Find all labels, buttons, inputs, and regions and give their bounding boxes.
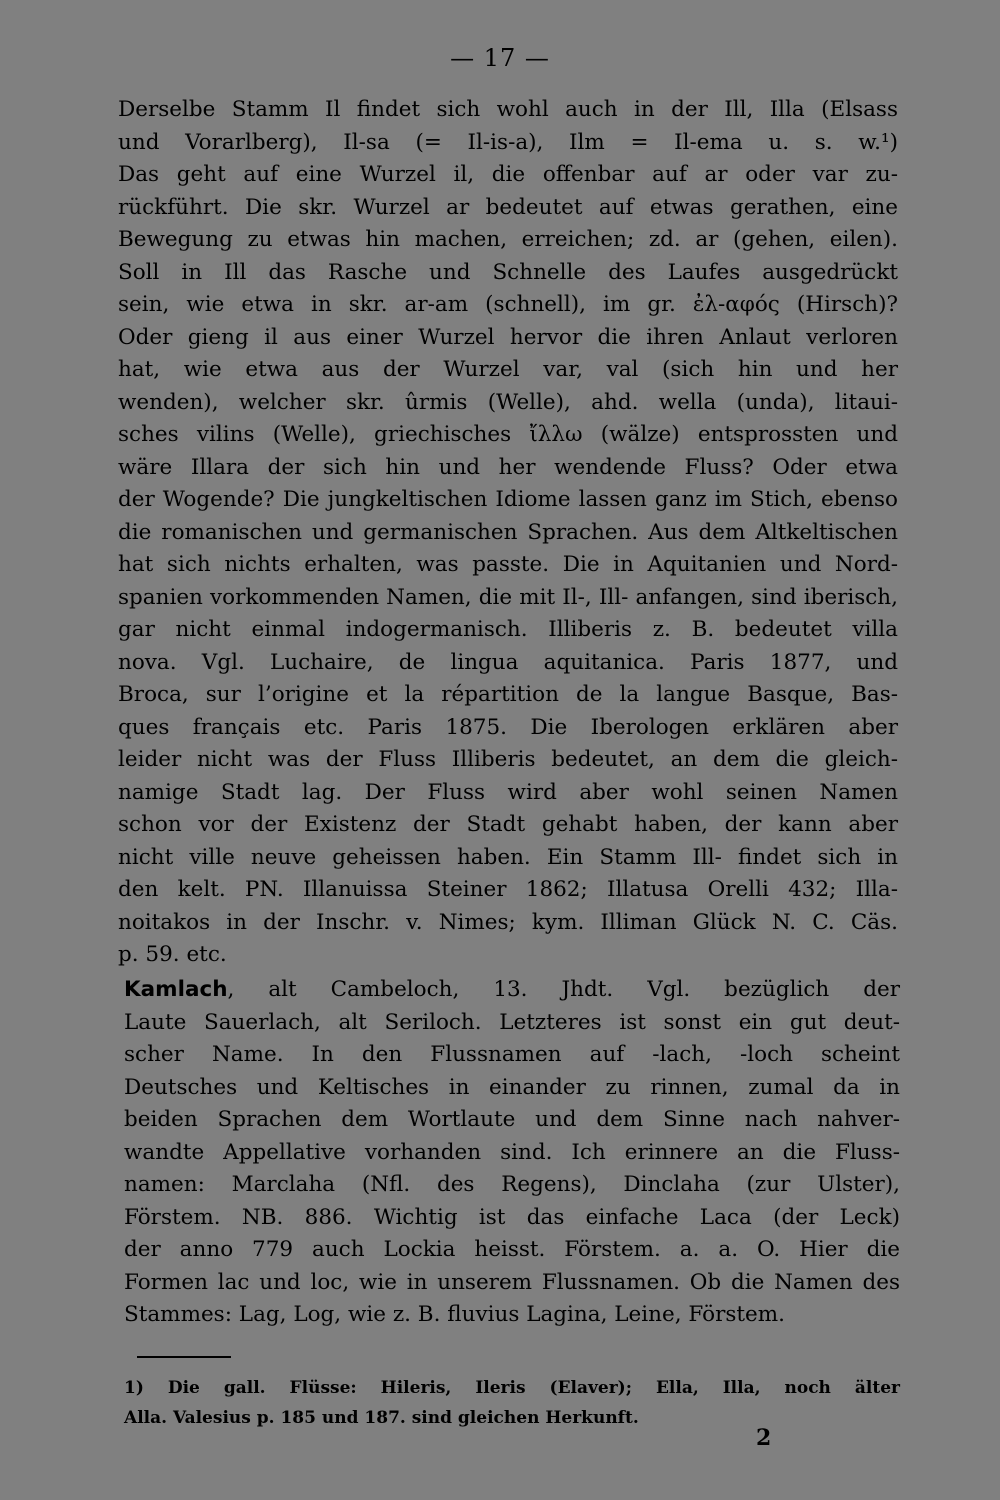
illara-text-line: wäre Illara der sich hin und her wendende Fluss? Oder etwa <box>118 454 898 480</box>
illara-text-line: nicht ville neuve geheissen haben. Ein Stamm Ill- findet sich in <box>118 844 898 870</box>
kamlach-text-line: namen: Marclaha (Nfl. des Regens), Dinclaha (zur Ulster), <box>124 1172 900 1197</box>
illara-text-line: den kelt. PN. Illanuissa Steiner 1862; Illatusa Orelli 432; Illa- <box>118 877 898 902</box>
illara-text-line: der Wogende? Die jungkeltischen Idiome lassen ganz im Stich, ebenso <box>118 487 898 512</box>
kamlach-text-line: Deutsches und Keltisches in einander zu rinnen, zumal da in <box>124 1074 900 1100</box>
kamlach-text-line: Stammes: Lag, Log, wie z. B. fluvius Lagina, Leine, Förstem. <box>124 1302 785 1327</box>
illara-text-line: noitakos in der Inschr. v. Nimes; kym. Illiman Glück N. C. Cäs. <box>118 909 898 935</box>
footnote-line-2: Alla. Valesius p. 185 und 187. sind gleichen Herkunft. <box>124 1408 639 1428</box>
illara-text-line: und Vorarlberg), Il-sa (= Il-is-a), Ilm = Il-ema u. s. w.¹) <box>118 129 898 155</box>
kamlach-text-line: Laute Sauerlach, alt Seriloch. Letzteres ist sonst ein gut deut- <box>124 1009 900 1035</box>
footnote-rule <box>137 1356 231 1358</box>
paragraph-kamlach <box>124 974 900 1332</box>
illara-text-line: nova. Vgl. Luchaire, de lingua aquitanica. Paris 1877, und <box>118 649 898 675</box>
kamlach-first-line-rest: , alt Cambeloch, 13. Jhdt. Vgl. bezüglich der <box>227 977 900 1002</box>
illara-text-line: spanien vorkommenden Namen, die mit Il-, Ill- anfangen, sind iberisch, <box>118 584 898 610</box>
illara-text-line: sein, wie etwa in skr. ar-am (schnell), im gr. ἐλ-αφός (Hirsch)? <box>118 292 898 317</box>
kamlach-text-line: Förstem. NB. 886. Wichtig ist das einfache Laca (der Leck) <box>124 1204 900 1230</box>
illara-text-line: p. 59. etc. <box>118 942 227 967</box>
illara-text-line: rückführt. Die skr. Wurzel ar bedeutet auf etwas gerathen, eine <box>118 194 898 220</box>
illara-text-line: sches vilins (Welle), griechisches ἴλλω (wälze) entsprossten und <box>118 422 898 447</box>
kamlach-text-line: beiden Sprachen dem Wortlaute und dem Sinne nach nahver- <box>124 1107 900 1132</box>
illara-text-line: Oder gieng il aus einer Wurzel hervor die ihren Anlaut verloren <box>118 324 898 350</box>
kamlach-text-line: Formen lac und loc, wie in unserem Flussnamen. Ob die Namen des <box>124 1269 900 1295</box>
illara-text-line: ques français etc. Paris 1875. Die Iberologen erklären aber <box>118 714 898 740</box>
illara-text-line: Derselbe Stamm Il findet sich wohl auch in der Ill, Illa (Elsass <box>118 97 898 122</box>
kamlach-first-line <box>124 974 900 1007</box>
footnote <box>124 1373 900 1433</box>
kamlach-text-line: scher Name. In den Flussnamen auf -lach, -loch scheint <box>124 1042 900 1067</box>
illara-text-line: die romanischen und germanischen Sprachen. Aus dem Altkeltischen <box>118 519 898 545</box>
footnote-line-1: 1) Die gall. Flüsse: Hileris, Ileris (Elaver); Ella, Illa, noch älter <box>124 1378 900 1398</box>
page-number: — 17 — <box>450 44 550 72</box>
illara-text-line: Broca, sur l’origine et la répartition de la langue Basque, Bas- <box>118 682 898 707</box>
kamlach-text-line: wandte Appellative vorhanden sind. Ich erinnere an die Fluss- <box>124 1139 900 1165</box>
headword-kamlach: Kamlach <box>124 977 228 1002</box>
illara-text-line: Bewegung zu etwas hin machen, erreichen; zd. ar (gehen, eilen). <box>118 227 898 252</box>
illara-text-line: namige Stadt lag. Der Fluss wird aber wohl seinen Namen <box>118 779 898 805</box>
illara-text-line: leider nicht was der Fluss Illiberis bedeutet, an dem die gleich- <box>118 747 898 772</box>
illara-text-line: Soll in Ill das Rasche und Schnelle des Laufes ausgedrückt <box>118 259 898 285</box>
illara-text-line: schon vor der Existenz der Stadt gehabt haben, der kann aber <box>118 812 898 837</box>
paragraph-illara <box>118 94 898 972</box>
illara-text-line: hat, wie etwa aus der Wurzel var, val (sich hin und her <box>118 357 898 382</box>
signature-mark: 2 <box>756 1425 772 1451</box>
illara-text-line: Das geht auf eine Wurzel il, die offenbar auf ar oder var zu- <box>118 162 898 187</box>
illara-text-line: wenden), welcher skr. ûrmis (Welle), ahd. wella (unda), litaui- <box>118 389 898 415</box>
illara-text-line: hat sich nichts erhalten, was passte. Die in Aquitanien und Nord- <box>118 552 898 577</box>
kamlach-text-line: der anno 779 auch Lockia heisst. Förstem. a. a. O. Hier die <box>124 1237 900 1262</box>
illara-text-line: gar nicht einmal indogermanisch. Illiberis z. B. bedeutet villa <box>118 617 898 642</box>
